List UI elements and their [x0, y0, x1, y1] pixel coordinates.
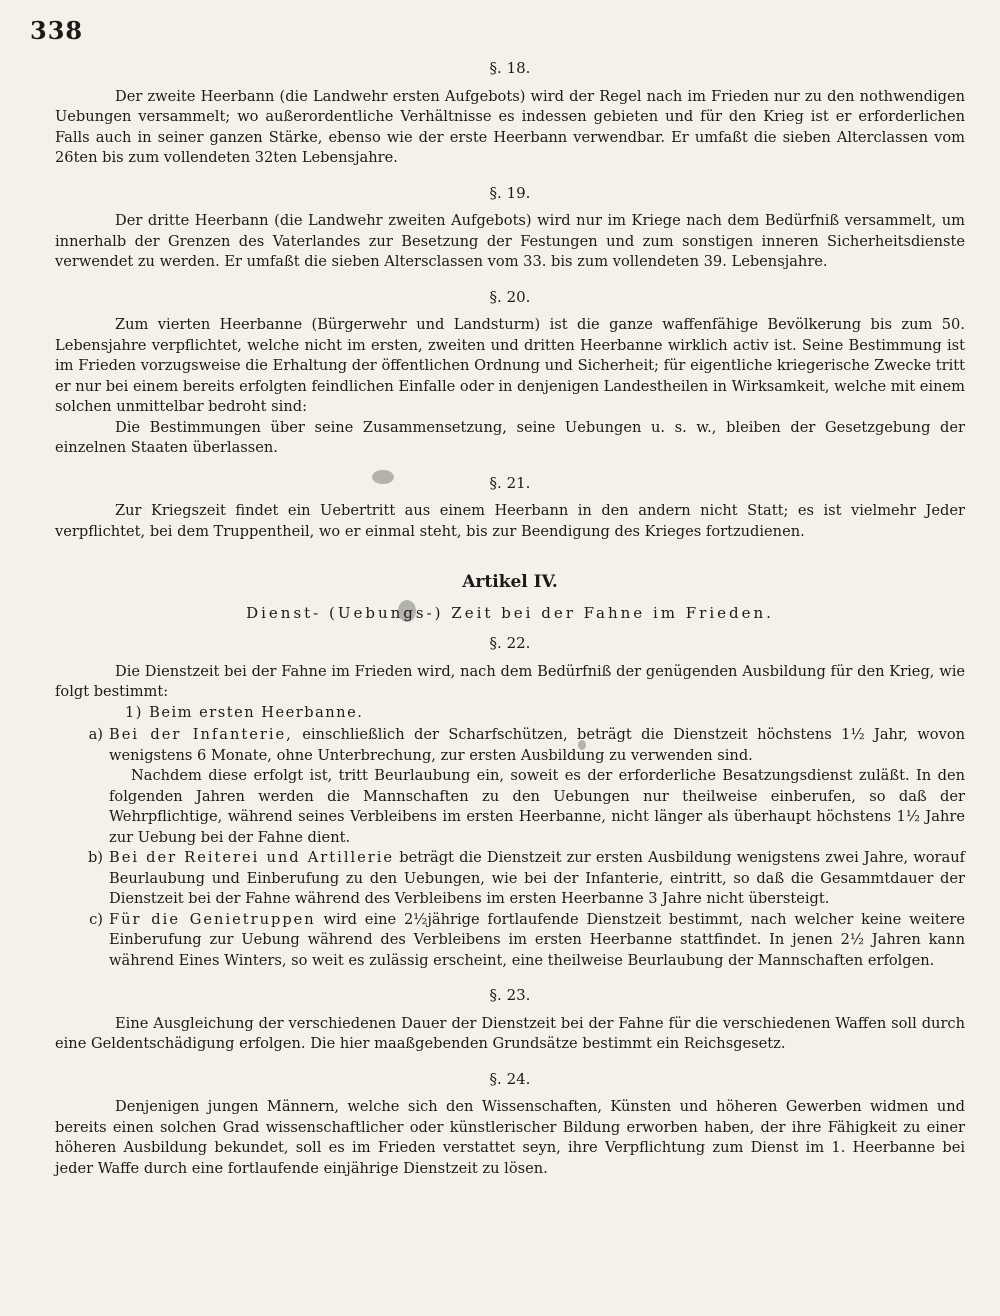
item-lead: Bei der Reiterei und Artillerie: [109, 849, 395, 866]
item-body: [109, 725, 965, 848]
page-number: 338: [30, 16, 84, 45]
section-24: [55, 1069, 965, 1180]
list-item-a: [55, 725, 965, 848]
section-heading: §. 24.: [489, 1069, 531, 1088]
document-body: [55, 58, 965, 1193]
paragraph: Zum vierten Heerbanne (Bürgerwehr und Landsturm) ist die ganze waffenfähige Bevölkerung bis zum 50. Lebensjahre verpflichtet, welche nicht im ersten, zweiten und dritten Heerbanne wirklich activ ist. Seine Bestimmung ist im Frieden vorzugsweise die Erhaltung der öffentlichen Ordnung und Sicherheit; für eigentliche kriegerische Zwecke tritt er nur bei einem bereits erfolgten feindlichen Einfalle oder in denjenigen Landestheilen in Wirksamkeit, welche mit einem solchen unmittelbar bedroht sind:: [55, 316, 965, 415]
item-body: [109, 848, 965, 910]
section-heading: §. 23.: [489, 986, 531, 1004]
paragraph: Denjenigen jungen Männern, welche sich den Wissenschaften, Künsten und höheren Gewerben widmen und bereits einen solchen Grad wissenschaftlicher oder künstlerischer Bildung erworben haben, der ihre Fähigkeit zu einer höheren Ausbildung bekundet, soll es im Frieden verstattet seyn, ihre Verpflichtung zum Dienst im 1. Heerbanne bei jeder Waffe durch eine fortlaufende einjährige Dienstzeit zu lösen.: [55, 1098, 965, 1177]
item-label: a): [88, 726, 103, 743]
paragraph: Der zweite Heerbann (die Landwehr ersten Aufgebots) wird der Regel nach im Frieden nur zu den nothwendigen Uebungen versammelt; wo außerordentliche Verhältnisse es indessen gebieten und für den Krieg ist er erforderlichen Falls auch in seiner ganzen Stärke, ebenso wie der erste Heerbann verwendbar. Er umfaßt die sieben Alterclassen vom 26ten bis zum vollendeten 32ten Lebensjahre.: [55, 87, 965, 166]
section-heading: §. 21.: [489, 473, 531, 492]
section-heading: §. 22.: [489, 634, 531, 652]
section-heading: §. 20.: [489, 287, 531, 306]
section-18: [55, 58, 965, 169]
item-text: wird eine 2½jährige fortlaufende Dienstzeit bestimmt, nach welcher keine weitere Einberufung zur Uebung während des Verbleibens im ersten Heerbanne stattfindet. In jenen 2½ Jahren kann während Eines Winters, so weit es zulässig erscheint, eine theilweise Beurlaubung der Mannschaften erfolgen.: [109, 910, 966, 969]
item-lead: Für die Genietruppen: [109, 910, 316, 928]
paragraph: Die Dienstzeit bei der Fahne im Frieden wird, nach dem Bedürfniß der genügenden Ausbildung für den Krieg, wie folgt bestimmt:: [55, 662, 965, 700]
item-label: c): [89, 910, 103, 928]
article-subtitle: Dienst- (Uebungs-) Zeit bei der Fahne im Frieden.: [246, 603, 774, 622]
section-heading: §. 19.: [489, 183, 531, 202]
enum-heading: 1) Beim ersten Heerbanne.: [125, 703, 364, 721]
paragraph: Die Bestimmungen über seine Zusammensetzung, seine Uebungen u. s. w., bleiben der Gesetzgebung der einzelnen Staaten überlassen.: [55, 418, 965, 456]
section-heading: §. 18.: [489, 59, 531, 77]
section-21: [55, 473, 965, 543]
paragraph: Eine Ausgleichung der verschiedenen Dauer der Dienstzeit bei der Fahne für die verschiedenen Waffen soll durch eine Geldentschädigung erfolgen. Die hier maaßgebenden Grundsätze bestimmt ein Reichsgesetz.: [55, 1014, 965, 1052]
list-item-c: [55, 910, 965, 972]
section-20: [55, 287, 965, 459]
paragraph: Zur Kriegszeit findet ein Uebertritt aus einem Heerbann in den andern nicht Statt; es ist vielmehr Jeder verpflichtet, bei dem Truppentheil, wo er einmal steht, bis zur Beendigung des Krieges fortzudienen.: [55, 502, 965, 540]
list-item-b: [55, 848, 965, 910]
article-title: Artikel IV.: [462, 572, 558, 592]
item-label: b): [87, 849, 103, 866]
paragraph: Der dritte Heerbann (die Landwehr zweiten Aufgebots) wird nur im Kriege nach dem Bedürfniß versammelt, um innerhalb der Grenzen des Vaterlandes zur Besetzung der Festungen und zum sonstigen inneren Sicherheitsdienste verwendet zu werden. Er umfaßt die sieben Altersclassen vom 33. bis zum vollendeten 39. Lebensjahre.: [55, 212, 965, 270]
section-19: [55, 183, 965, 273]
item-text: einschließlich der Scharfschützen, beträgt die Dienstzeit höchstens 1½ Jahr, wovon wenigstens 6 Monate, ohne Unterbrechung, zur ersten Ausbildung zu verwenden sind.: [109, 726, 966, 764]
section-22: [55, 633, 965, 971]
item-continuation: Nachdem diese erfolgt ist, tritt Beurlaubung ein, soweit es der erforderliche Besatzungsdienst zuläßt. In den folgenden Jahren werden die Mannschaften zu den Uebungen nur theilweise einberufen, so daß der Wehrpflichtige, während seines Verbleibens im ersten Heerbanne, nicht länger als überhaupt höchstens 1½ Jahre zur Uebung bei der Fahne dient.: [109, 767, 965, 846]
item-text: beträgt die Dienstzeit zur ersten Ausbildung wenigstens zwei Jahre, worauf Beurlaubung und Einberufung zu den Uebungen, wie bei der Infanterie, eintritt, so daß die Gesammtdauer der Dienstzeit bei der Fahne während des Verbleibens im ersten Heerbanne 3 Jahre nicht übersteigt.: [109, 849, 966, 907]
item-body: [109, 910, 965, 972]
section-23: [55, 985, 965, 1055]
item-lead: Bei der Infanterie,: [109, 726, 293, 743]
